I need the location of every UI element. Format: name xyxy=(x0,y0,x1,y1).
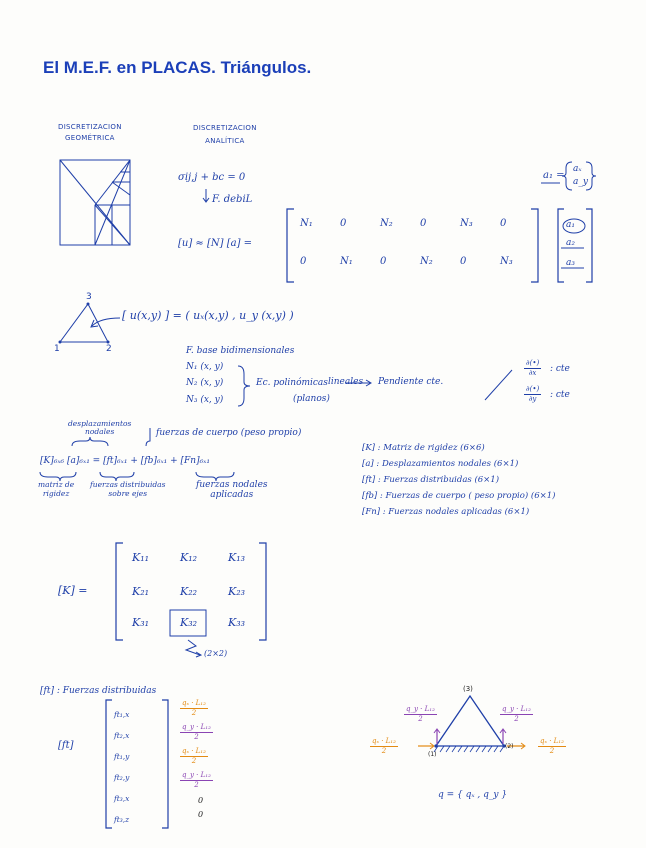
dy-den: ∂y xyxy=(528,395,537,403)
load-node-3: (3) xyxy=(463,685,473,693)
fuerzas-dist-line2: sobre ejes xyxy=(108,489,148,498)
ft-component: ft₁,x xyxy=(114,710,130,719)
fuerzas-cuerpo-label: fuerzas de cuerpo (peso propio) xyxy=(156,428,302,438)
n-cell: 0 xyxy=(420,218,427,229)
ft-value-num: qₓ · L₁₂ xyxy=(182,747,206,755)
ft-value-num: qₓ · L₁₂ xyxy=(182,699,206,707)
ft-value-den: 2 xyxy=(191,709,197,717)
base-func-3: N₃ (x, y) xyxy=(186,395,224,405)
ft-component: ft₃,x xyxy=(114,794,130,803)
dx-den: ∂x xyxy=(528,369,537,377)
load-right-top-num: q_y · L₁₂ xyxy=(502,705,531,713)
cte-2: : cte xyxy=(550,390,570,400)
header-geometric-line1: DISCRETIZACION xyxy=(58,123,122,131)
matriz-label-line1: matriz de xyxy=(38,480,75,489)
load-right-top-den: 2 xyxy=(514,715,519,723)
ft-value-5: 0 xyxy=(198,796,204,805)
load-right-top xyxy=(500,706,533,723)
weak-form: F. debiL xyxy=(212,194,253,205)
element-triangle xyxy=(60,304,120,342)
fuerzas-nodales-line2: aplicadas xyxy=(210,490,254,500)
load-left-top-num: q_y · L₁₂ xyxy=(406,705,435,713)
a-def-y: a_y xyxy=(573,177,588,187)
ft-component: ft₁,y xyxy=(114,752,130,761)
load-left-top xyxy=(404,706,437,723)
k-row-3 xyxy=(132,616,268,629)
dy-num: ∂(•) xyxy=(526,385,540,393)
k-row-2 xyxy=(132,585,268,598)
n-cell: N₂ xyxy=(380,218,393,229)
ec-polinomicas: Ec. polinómicas xyxy=(256,378,328,388)
base-title: F. base bidimensionales xyxy=(186,346,295,356)
k-note: (2×2) xyxy=(204,649,228,658)
ft-value-3 xyxy=(180,748,213,772)
cte-1: : cte xyxy=(550,364,570,374)
a-def-components xyxy=(573,163,588,189)
header-analytic-line1: DISCRETIZACION xyxy=(193,124,257,132)
header-geometric-line2: GEOMÉTRICA xyxy=(65,134,115,142)
k-cell: K₁₁ xyxy=(132,551,150,564)
load-left-side-num: qₓ · L₁₂ xyxy=(372,737,396,745)
ft-label: [ft] xyxy=(58,740,74,751)
desplaz-brace xyxy=(72,437,108,446)
load-left-top-den: 2 xyxy=(418,715,423,723)
header-analytic-line2: ANALÍTICA xyxy=(205,137,245,145)
ft-component: ft₃,z xyxy=(114,815,130,824)
lineales: lineales xyxy=(328,377,364,387)
node-label-3: 3 xyxy=(86,292,92,302)
n-cell: N₃ xyxy=(460,218,473,229)
matriz-label xyxy=(38,480,74,498)
load-left-side-den: 2 xyxy=(381,747,387,755)
ft-components xyxy=(114,704,129,830)
node-3-dot xyxy=(87,303,90,306)
load-node-1: (1) xyxy=(428,751,437,758)
load-node-2: (2) xyxy=(505,743,514,750)
k-cell: K₁₃ xyxy=(228,551,246,564)
legend-ft: [ft] : Fuerzas distribuidas (6×1) xyxy=(362,475,500,485)
fuerzas-dist-line1: fuerzas distribuidas xyxy=(90,480,166,489)
fuerzas-nodales-line1: fuerzas nodales xyxy=(196,480,268,490)
equilibrium-eq: σij,j + bc = 0 xyxy=(178,172,246,183)
a-vector-1: a₁ xyxy=(566,220,575,230)
n-cell: 0 xyxy=(300,256,307,267)
base-brace xyxy=(238,366,250,406)
legend-fn: [Fn] : Fuerzas nodales aplicadas (6×1) xyxy=(362,507,530,517)
slope-line xyxy=(485,370,512,400)
ft-value-den: 2 xyxy=(191,757,197,765)
legend-a: [a] : Desplazamientos nodales (6×1) xyxy=(362,459,519,469)
base-func-2: N₂ (x, y) xyxy=(186,378,224,388)
legend-fb: [fb] : Fuerzas de cuerpo ( peso propio) (6×1) xyxy=(362,491,556,501)
displacement-eq: [u] ≈ [N] [a] = xyxy=(178,238,253,249)
fuerzas-nodales-label xyxy=(196,480,268,500)
pendiente: Pendiente cte. xyxy=(378,377,444,387)
ft-value-1 xyxy=(180,700,213,724)
k-cell: K₃₂ xyxy=(180,616,198,629)
a-vector-3: a₃ xyxy=(566,258,575,268)
system-equation: [K]₆ₓ₆ [a]₆ₓ₁ = [ft]₆ₓ₁ + [fb]₆ₓ₁ + [Fn]₆ₓ₁ xyxy=(40,456,210,466)
ft-values xyxy=(180,700,213,824)
k-label: [K] = xyxy=(58,584,88,597)
k-cell: K₂₂ xyxy=(180,585,198,598)
n-cell: 0 xyxy=(500,218,507,229)
load-right-side-den: 2 xyxy=(549,747,555,755)
ft-title: [ft] : Fuerzas distribuidas xyxy=(40,686,157,696)
dx-num: ∂(•) xyxy=(526,359,540,367)
ft-value-4 xyxy=(180,772,213,796)
u-equation: [ u(x,y) ] = ( uₓ(x,y) , u_y (x,y) ) xyxy=(122,309,294,322)
ft-value-den: 2 xyxy=(194,733,199,741)
load-right-side xyxy=(538,738,566,755)
n-cell: 0 xyxy=(340,218,347,229)
k-cell: K₂₃ xyxy=(228,585,246,598)
k-cell: K₃₁ xyxy=(132,616,150,629)
a-def-label: a₁ = xyxy=(543,170,565,181)
ft-value-num: q_y · L₁₂ xyxy=(182,771,211,779)
ft-component: ft₂,x xyxy=(114,731,130,740)
legend-k: [K] : Matriz de rigidez (6×6) xyxy=(362,443,485,453)
k-cell: K₁₂ xyxy=(180,551,198,564)
n-matrix-row2 xyxy=(300,256,530,267)
load-right-side-num: qₓ · L₁₂ xyxy=(540,737,564,745)
mesh-line xyxy=(112,182,130,195)
ft-value-den: 2 xyxy=(194,781,199,789)
legend xyxy=(362,440,555,520)
base-func-1: N₁ (x, y) xyxy=(186,362,224,372)
desplaz-label xyxy=(68,420,131,436)
k-cell: K₃₃ xyxy=(228,616,246,629)
page-title: El M.E.F. en PLACAS. Triángulos. xyxy=(43,58,312,77)
a-def-x: aₓ xyxy=(573,164,582,174)
n-cell: N₁ xyxy=(340,256,353,267)
planos: (planos) xyxy=(293,394,330,404)
matriz-label-line2: rigidez xyxy=(42,489,70,498)
q-definition: q = { qₓ , q_y } xyxy=(438,790,508,800)
dx-frac xyxy=(524,360,541,377)
fuerzas-cuerpo-brace xyxy=(146,428,150,446)
k-cell: K₂₁ xyxy=(132,585,150,598)
ft-value-6: 0 xyxy=(198,810,204,819)
desplaz-label-line1: desplazamientos xyxy=(68,419,132,428)
ft-value-2 xyxy=(180,724,213,748)
node-label-1: 1 xyxy=(54,344,60,354)
dy-frac xyxy=(524,386,541,403)
n-cell: N₂ xyxy=(420,256,433,267)
a-vector-2: a₂ xyxy=(566,238,575,248)
a-vector-brackets xyxy=(558,209,592,282)
ft-value-num: q_y · L₁₂ xyxy=(182,723,211,731)
n-matrix-row1 xyxy=(300,218,530,229)
load-left-side xyxy=(370,738,398,755)
fuerzas-dist-label xyxy=(90,480,165,498)
n-cell: N₃ xyxy=(500,256,513,267)
desplaz-label-line2: nodales xyxy=(85,427,115,436)
mesh-drawing xyxy=(60,160,130,245)
node-label-2: 2 xyxy=(106,344,112,354)
n-cell: 0 xyxy=(380,256,387,267)
n-cell: N₁ xyxy=(300,218,313,229)
n-cell: 0 xyxy=(460,256,467,267)
ft-component: ft₂,y xyxy=(114,773,130,782)
k-row-1 xyxy=(132,551,268,564)
